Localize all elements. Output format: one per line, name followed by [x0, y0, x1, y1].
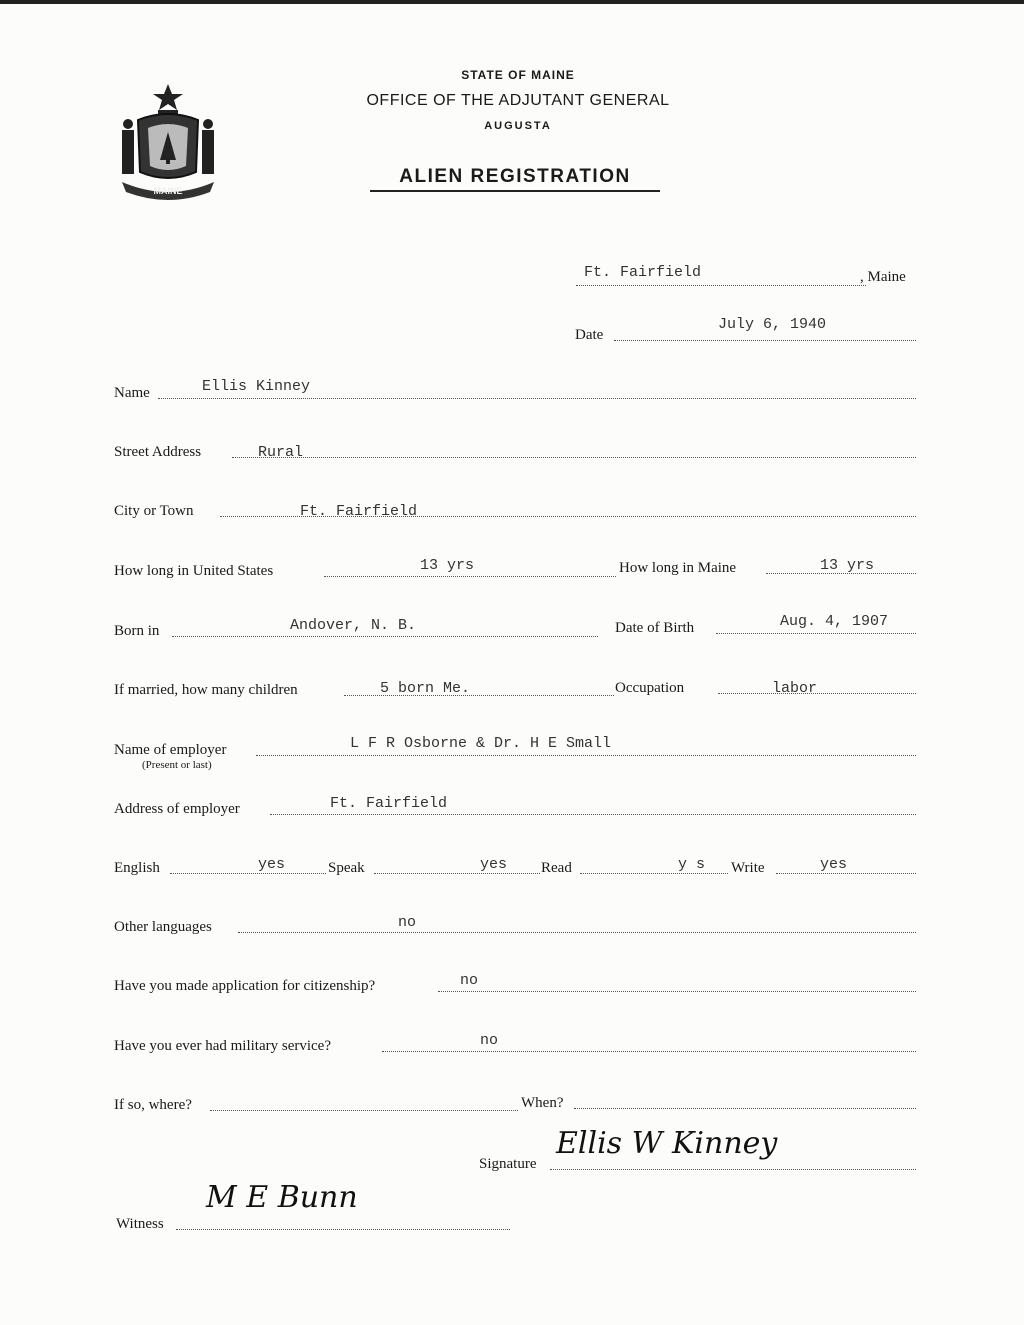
form-title: ALIEN REGISTRATION — [370, 166, 660, 192]
write-value: yes — [820, 856, 848, 873]
street-label: Street Address — [114, 444, 202, 460]
read-label: Read — [541, 860, 572, 876]
how-long-us-label: How long in United States — [114, 563, 274, 579]
svg-text:MAINE: MAINE — [153, 186, 183, 196]
name-label: Name — [114, 385, 150, 401]
other-languages-label: Other languages — [114, 919, 212, 935]
employer-address-value: Ft. Fairfield — [330, 795, 448, 812]
other-languages-value: no — [398, 914, 417, 931]
read-value: y s — [678, 856, 706, 873]
children-value: 5 born Me. — [380, 680, 471, 697]
born-in-label: Born in — [114, 623, 160, 639]
street-value: Rural — [258, 444, 304, 461]
english-value: yes — [258, 856, 286, 873]
employer-address-label: Address of employer — [114, 801, 240, 817]
occupation-label: Occupation — [615, 680, 685, 696]
how-long-maine-label: How long in Maine — [619, 560, 737, 576]
signature-value: Ellis W Kinney — [556, 1126, 778, 1161]
witness-label: Witness — [116, 1216, 164, 1232]
citizenship-value: no — [460, 972, 479, 989]
dob-label: Date of Birth — [615, 620, 695, 636]
how-long-us-value: 13 yrs — [420, 557, 475, 574]
military-value: no — [480, 1032, 499, 1049]
dob-value: Aug. 4, 1907 — [780, 613, 889, 630]
military-label: Have you ever had military service? — [114, 1038, 331, 1054]
write-label: Write — [731, 860, 765, 876]
header-state: STATE OF MAINE — [461, 68, 575, 82]
location-value: Ft. Fairfield — [584, 264, 702, 281]
maine-state-seal-icon — [114, 80, 222, 206]
occupation-value: labor — [772, 680, 818, 697]
date-value: July 6, 1940 — [718, 316, 827, 333]
header-office: OFFICE OF THE ADJUTANT GENERAL — [366, 92, 670, 109]
english-label: English — [114, 860, 160, 876]
header-city: AUGUSTA — [484, 120, 552, 132]
city-value: Ft. Fairfield — [300, 503, 418, 520]
when-label: When? — [521, 1095, 564, 1111]
employer-sublabel: (Present or last) — [142, 759, 212, 771]
witness-signature: M E Bunn — [206, 1180, 358, 1215]
name-value: Ellis Kinney — [202, 378, 311, 395]
citizenship-label: Have you made application for citizenship? — [114, 978, 376, 994]
city-label: City or Town — [114, 503, 194, 519]
where-label: If so, where? — [114, 1097, 192, 1113]
signature-label: Signature — [479, 1156, 537, 1172]
speak-value: yes — [480, 856, 508, 873]
employer-label: Name of employer — [114, 742, 227, 758]
employer-value: L F R Osborne & Dr. H E Small — [350, 735, 612, 752]
date-label: Date — [575, 327, 604, 343]
children-label: If married, how many children — [114, 682, 298, 698]
how-long-maine-value: 13 yrs — [820, 557, 875, 574]
born-in-value: Andover, N. B. — [290, 617, 417, 634]
location-suffix: , Maine — [860, 269, 906, 285]
speak-label: Speak — [328, 860, 365, 876]
